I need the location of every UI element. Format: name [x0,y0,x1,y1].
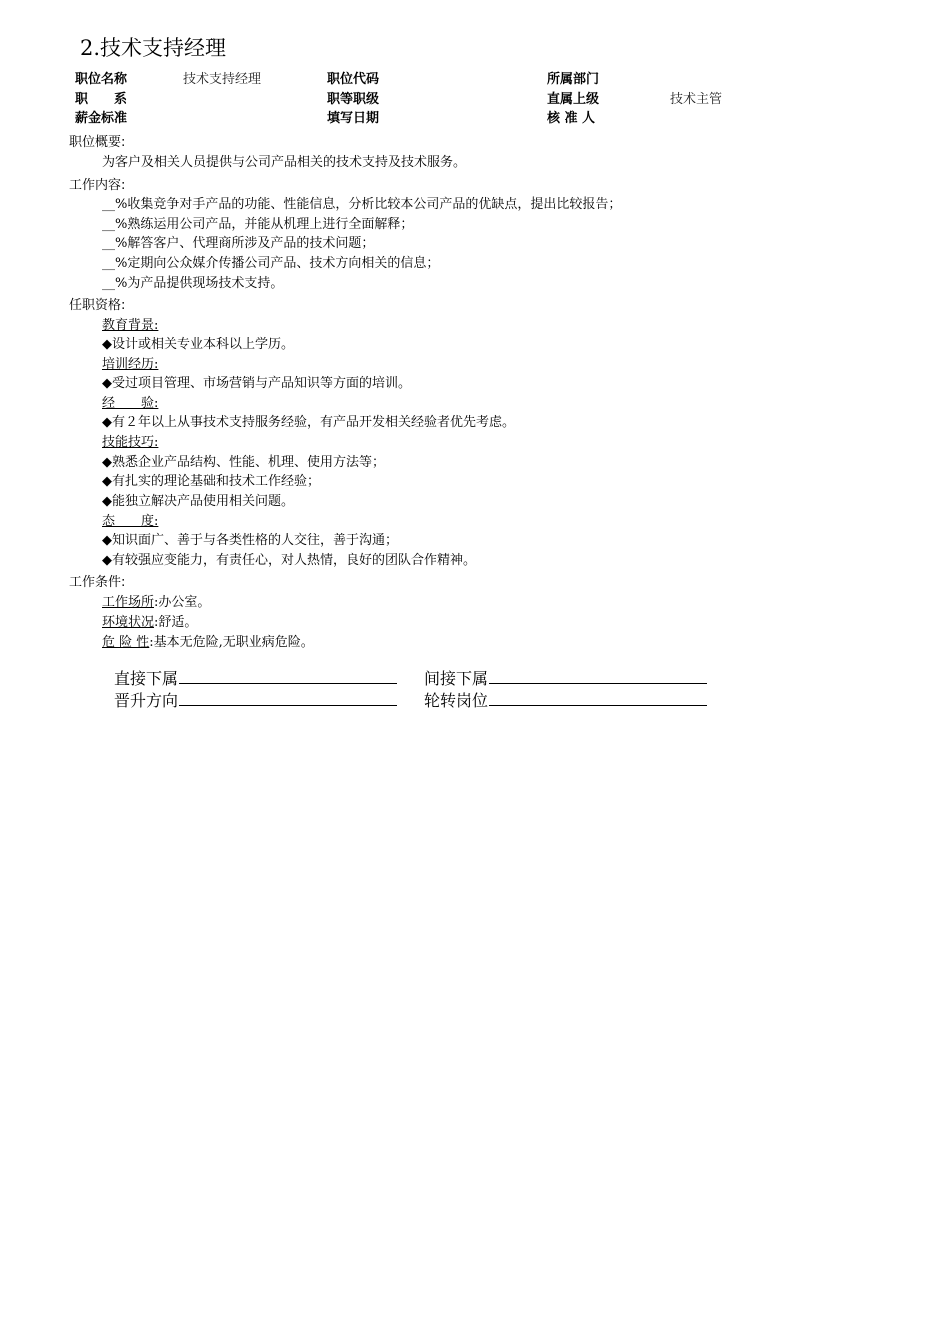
value-supervisor: 技术主管 [670,91,723,107]
duty-item: __%为产品提供现场技术支持。 [102,276,284,291]
place-value: :办公室。 [154,595,211,610]
place-label: 工作场所 [102,595,155,610]
skill-item: ◆熟悉企业产品结构、性能、机理、使用方法等； [102,455,385,470]
label-department: 所属部门 [547,72,600,87]
duties-heading: 工作内容: [69,178,126,193]
label-position-code: 职位代码 [327,72,380,87]
skills-label: 技能技巧: [102,435,159,450]
duty-item: __%定期向公众媒介传播公司产品、技术方向相关的信息； [102,256,440,271]
promotion-field [114,688,397,711]
duty-item: __%收集竞争对手产品的功能、性能信息，分析比较本公司产品的优缺点，提出比较报告； [102,197,622,212]
education-text: ◆设计或相关专业本科以上学历。 [102,337,294,352]
rotation-blank[interactable] [489,691,707,706]
env-value: :舒适。 [154,615,198,630]
attitude-item: ◆有较强应变能力，有责任心，对人热情，良好的团队合作精神。 [102,553,476,568]
skill-item: ◆能独立解决产品使用相关问题。 [102,494,294,509]
info-row [75,90,795,110]
rotation-field [424,688,707,711]
info-row [75,109,795,129]
condition-environment [102,611,197,630]
experience-label: 经 验: [102,396,159,411]
label-grade: 职等职级 [327,91,380,107]
condition-place [102,591,210,610]
indirect-subordinate-field [424,666,707,689]
qualifications-heading: 任职资格: [69,298,126,313]
promotion-label: 晋升方向 [114,691,179,710]
env-label: 环境状况 [102,615,155,630]
value-position-name: 技术支持经理 [183,72,262,87]
overview-text: 为客户及相关人员提供与公司产品相关的技术支持及技术服务。 [102,155,467,170]
job-info-table [75,70,795,129]
label-fill-date: 填写日期 [327,111,380,126]
info-row [75,70,795,90]
attitude-label: 态 度: [102,514,159,529]
label-position-name: 职位名称 [75,72,128,87]
page-title: 2.技术支持经理 [80,36,227,60]
label-supervisor: 直属上级 [547,91,600,107]
condition-risk [102,631,314,650]
training-text: ◆受过项目管理、市场营销与产品知识等方面的培训。 [102,376,411,391]
indirect-subordinate-label: 间接下属 [424,669,489,688]
rotation-label: 轮转岗位 [424,691,489,710]
direct-subordinate-blank[interactable] [179,669,397,684]
label-approver: 核 准 人 [547,111,596,126]
education-label: 教育背景: [102,318,159,333]
experience-text: ◆有２年以上从事技术支持服务经验，有产品开发相关经验者优先考虑。 [102,415,515,430]
promotion-blank[interactable] [179,691,397,706]
label-salary: 薪金标准 [75,111,128,126]
indirect-subordinate-blank[interactable] [489,669,707,684]
risk-label: 危 险 性 [102,635,150,650]
overview-heading: 职位概要: [69,135,126,150]
duty-item: __%熟练运用公司产品，并能从机理上进行全面解释； [102,217,414,232]
attitude-item: ◆知识面广、善于与各类性格的人交往，善于沟通； [102,533,398,548]
direct-subordinate-field [114,666,397,689]
duty-item: __%解答客户、代理商所涉及产品的技术问题； [102,236,375,251]
skill-item: ◆有扎实的理论基础和技术工作经验； [102,474,320,489]
label-job-family: 职 系 [75,91,128,107]
conditions-heading: 工作条件: [69,575,126,590]
direct-subordinate-label: 直接下属 [114,669,179,688]
risk-value: :基本无危险,无职业病危险。 [149,635,314,650]
training-label: 培训经历: [102,357,159,372]
